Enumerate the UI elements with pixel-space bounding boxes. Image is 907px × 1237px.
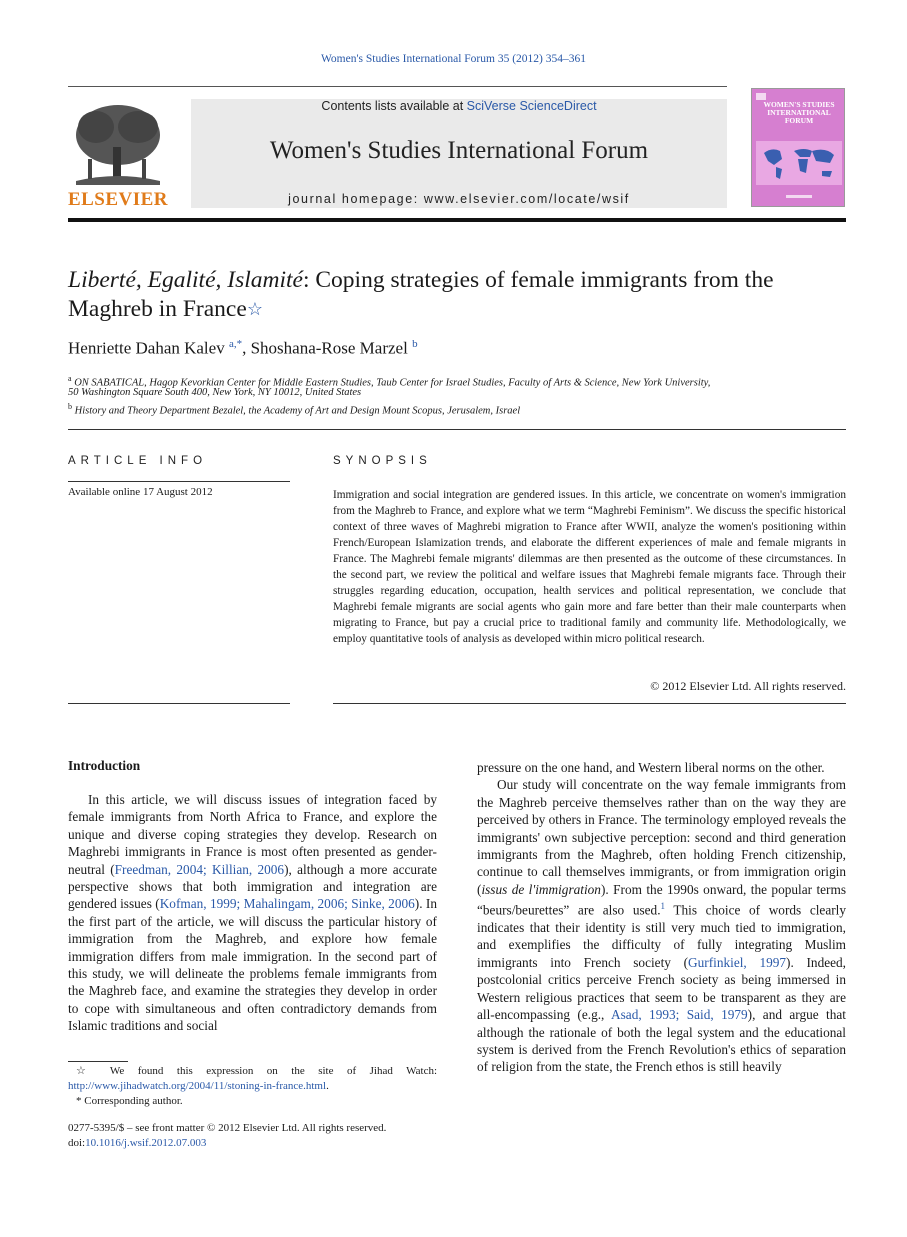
elsevier-wordmark: ELSEVIER bbox=[67, 189, 169, 210]
affiliation-text: History and Theory Department Bezalel, the Academy of Art and Design Mount Scopus, Jerusalem, Israel bbox=[74, 405, 521, 417]
journal-title: Women's Studies International Forum bbox=[269, 137, 649, 164]
jihadwatch-link[interactable]: http://www.jihadwatch.org/2004/11/stoning-in-france.html bbox=[68, 1080, 327, 1092]
citation-link[interactable]: Gurfinkiel, 1997 bbox=[688, 954, 787, 970]
paragraph-text: ). Indeed, postcolonial critics perceive French society as being immersed in Western religious practices that seem to be transparent as they are all-encompassing (e.g., bbox=[477, 954, 846, 1023]
available-online-date: Available online 17 August 2012 bbox=[68, 486, 213, 498]
paragraph-text: ), although a more accurate perspective shows that both immigration and integration are gendered issues ( bbox=[68, 861, 437, 912]
author-list bbox=[68, 338, 418, 359]
intro-paragraph-continued: pressure on the one hand, and Western liberal norms on the other. bbox=[477, 760, 825, 775]
author-name[interactable]: Henriette Dahan Kalev bbox=[68, 338, 225, 358]
intro-right-column bbox=[477, 759, 846, 1076]
article-title-italic: Liberté, Egalité, Islamité bbox=[68, 267, 303, 293]
doi-link[interactable]: 10.1016/j.wsif.2012.07.003 bbox=[85, 1137, 207, 1149]
citation-link[interactable]: Kofman, 1999; Mahalingam, 2006; Sinke, 2006 bbox=[159, 896, 415, 912]
cover-footer-mark bbox=[756, 194, 842, 200]
journal-cover-image bbox=[751, 88, 845, 207]
footnote-rule bbox=[68, 1061, 128, 1062]
affiliation-text: ON SABATICAL, Hagop Kevorkian Center for Middle Eastern Studies, Taub Center for Israel Studies, Faculty of Arts & Science, New York University, bbox=[74, 377, 711, 389]
intro-paragraph bbox=[477, 776, 846, 1075]
footnote-text: . bbox=[326, 1080, 329, 1092]
title-footnote-star-icon[interactable]: ☆ bbox=[246, 299, 263, 319]
paragraph-text: ), and argue that although the rationale of both the legal system and the educational system is derived from the French Revolution's ethics of separation of religion from the state, the French ethos is still heavily bbox=[477, 1007, 846, 1075]
synopsis-text: Immigration and social integration are gendered issues. In this article, we concentrate on women's immigration from the Maghreb to France, and explore what we term “Maghrebi Feminism”. We discuss the specific historical context of three waves of Maghrebi migration to France after WWII, analyze the women's positioning within French/European Islamization trends, and elaborate the different experiences of male and female migrants in France. The Maghrebi female migrants' dilemmas are then presented as the outcome of these circumstances. In the second part, we review the political and welfare issues that Maghrebi female migrants face. Through their struggles regarding education, occupation, health services and political representation, we conclude that Maghrebi female migrants are social agents who gain more and fare better than their male counterparts when migrating to France, but pay a crucial price to traditional family and community life. Methodologically, we employ quantitative tools of analysis as developed within micro political research. bbox=[333, 489, 846, 645]
intro-paragraph bbox=[68, 791, 437, 1035]
doi-line bbox=[68, 1136, 206, 1151]
italic-term: issus de l'immigration bbox=[481, 881, 601, 897]
article-info-rule bbox=[68, 481, 290, 482]
footnote-star bbox=[68, 1064, 437, 1094]
affiliation-a-address: 50 Washington Square South 400, New York, NY 10012, United States bbox=[68, 387, 362, 398]
footnote-star-mark: ☆ bbox=[76, 1065, 97, 1077]
article-title-rest: : Coping strategies of female immigrants from the Maghreb in France bbox=[68, 267, 774, 322]
article-title bbox=[68, 266, 846, 324]
contents-line bbox=[191, 99, 727, 113]
introduction-heading: Introduction bbox=[68, 758, 141, 773]
affiliation-mark: a bbox=[68, 374, 72, 383]
affiliation-b bbox=[68, 400, 846, 419]
footnote-corresponding bbox=[68, 1094, 437, 1109]
paragraph-text: ). In the first part of the article, we will discuss the particular history of immigration from the Maghreb, and explore how female immigration differs from male immigration. In the second part of this study, we will delineate the problems female immigrants from the Maghreb face, and examine the strategies they develop in order to cope with simultaneous and often contradictory demands from Islamic traditions and social bbox=[68, 896, 437, 1034]
footnote-ref[interactable]: 1 bbox=[660, 901, 666, 912]
author-affiliation-mark[interactable]: b bbox=[412, 338, 418, 350]
article-info-bottom-rule bbox=[68, 703, 290, 704]
doi-label: doi: bbox=[68, 1137, 86, 1149]
journal-citation[interactable]: Women's Studies International Forum 35 (2012) 354–361 bbox=[321, 53, 586, 65]
header-thick-rule bbox=[68, 218, 846, 222]
citation-link[interactable]: Asad, 1993; Said, 1979 bbox=[611, 1007, 748, 1023]
journal-homepage[interactable]: journal homepage: www.elsevier.com/locate/wsif bbox=[288, 192, 630, 206]
citation-link[interactable]: Freedman, 2004; Killian, 2006 bbox=[114, 861, 285, 877]
synopsis-bottom-rule bbox=[333, 703, 846, 704]
sciencedirect-link[interactable]: SciVerse ScienceDirect bbox=[466, 99, 597, 113]
paragraph-text: ). From the 1990s onward, the popular terms “beurs/beurettes” are also used. bbox=[477, 881, 846, 918]
affiliation-mark: b bbox=[68, 402, 72, 411]
footnote-asterisk-mark: * bbox=[76, 1095, 82, 1107]
header-rule bbox=[68, 86, 727, 87]
issn-line: 0277-5395/$ – see front matter © 2012 Elsevier Ltd. All rights reserved. bbox=[68, 1122, 387, 1134]
author-separator: , bbox=[242, 338, 251, 358]
article-info-heading: ARTICLE INFO bbox=[68, 455, 208, 467]
cover-publisher-mark bbox=[756, 93, 766, 100]
paragraph-text: Our study will concentrate on the way female immigrants from the Maghreb perceive themselves rather than on the way they are perceived by others in France. The terminology employed reveals the immigrants' own subjective perception: second and third generation immigrants from the Maghreb, often holding French citizenship, continue to call themselves immigrants, or from immigration origin ( bbox=[477, 777, 846, 897]
affiliation-rule bbox=[68, 429, 846, 430]
intro-left-column bbox=[68, 791, 437, 1035]
synopsis-heading: SYNOPSIS bbox=[333, 455, 432, 467]
contents-prefix: Contents lists available at bbox=[321, 99, 467, 113]
paragraph-text: This choice of words clearly indicates that their identity is still very much tied to immigration, and exemplifies the difficulty of fully integrating Muslim immigrants into French society ( bbox=[477, 902, 847, 970]
paragraph-text: In this article, we will discuss issues of integration faced by female immigrants from North Africa to France, and explore the unique and diverse coping strategies they develop. Research on Maghrebi immigrants in France is most often presented as gender-neutral ( bbox=[68, 792, 437, 877]
world-map-icon bbox=[756, 141, 842, 185]
footnote-text: Corresponding author. bbox=[81, 1095, 183, 1107]
synopsis-copyright: © 2012 Elsevier Ltd. All rights reserved. bbox=[650, 679, 846, 693]
author-affiliation-mark[interactable]: a,* bbox=[228, 338, 243, 350]
cover-title: WOMEN'S STUDIES INTERNATIONAL FORUM bbox=[763, 100, 835, 125]
footnote-text: We found this expression on the site of Jihad Watch: bbox=[96, 1065, 438, 1077]
author-name[interactable]: Shoshana-Rose Marzel bbox=[250, 338, 408, 358]
